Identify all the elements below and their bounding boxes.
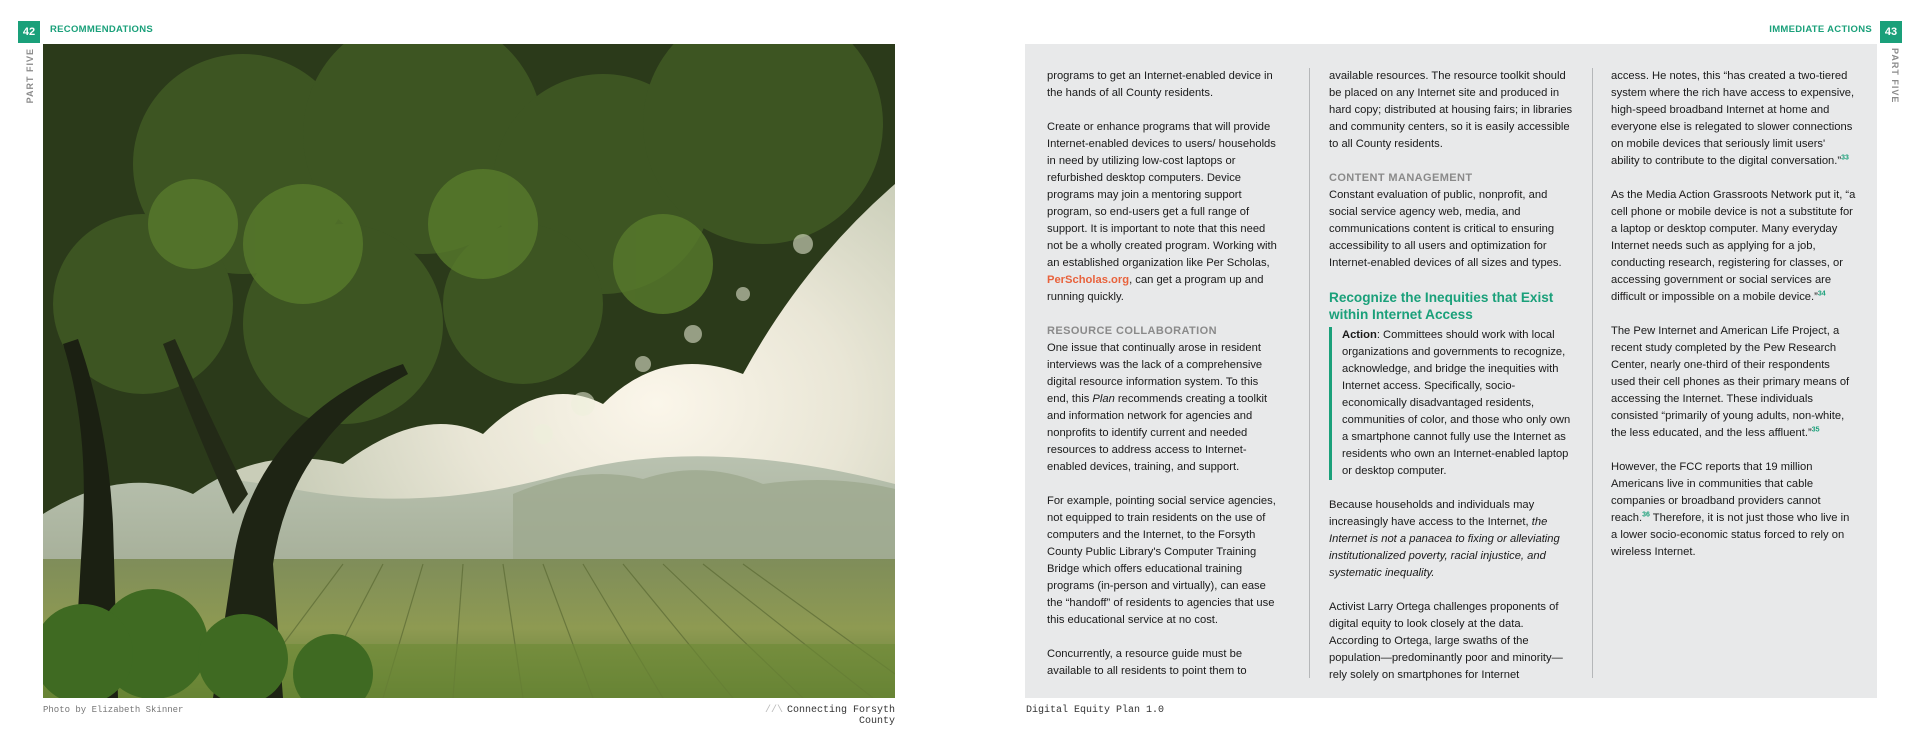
column-divider xyxy=(1592,68,1593,678)
section-heading: Recognize the Inequities that Exist within Internet Access xyxy=(1329,290,1554,322)
paragraph: One issue that continually arose in resident interviews was the lack of a comprehensive digital resource information system. To this end, this Plan recommends creating a toolkit and information network for agencies and nonprofits to identify current and needed resources to address access to Internet-enabled devices, training, and support. xyxy=(1047,342,1268,473)
text-panel xyxy=(1025,44,1877,698)
footer-title-text: Connecting Forsyth County xyxy=(786,705,895,727)
paragraph: Because households and individuals may increasingly have access to the Internet, the Internet is not a panacea to fixing or alleviating institutionalized poverty, racial injustice, and systematic inequality. xyxy=(1329,499,1560,579)
paragraph: Create or enhance programs that will provide Internet-enabled devices to users/ households in need by utilizing low-cost laptops or refurbished desktop computers. Device programs may join a mentoring support program, so end-users get a full range of support. It is important to note that this need not be a wholly created program. Working with an established organization like Per Scholas, PerScholas.org, can get a program up and running quickly. xyxy=(1047,121,1277,303)
paragraph: available resources. The resource toolkit should be placed on any Internet site and produced in hard copy; distributed at housing fairs; in libraries and community centers, so it is easily accessible to all County residents. xyxy=(1329,70,1573,150)
section-label-left: RECOMMENDATIONS xyxy=(50,24,154,35)
part-label-left: PART FIVE xyxy=(25,48,35,104)
footnote-ref[interactable]: 34 xyxy=(1817,290,1826,298)
page-number-left: 42 xyxy=(18,21,40,43)
perscholas-link[interactable]: PerScholas.org xyxy=(1047,274,1130,286)
paragraph: However, the FCC reports that 19 million Americans live in communities that cable companies or broadband providers cannot reach.$^{36}$ Therefore, it is not just those who live in a lower socio-economic status forced to rely on wireless Internet. xyxy=(1611,461,1850,558)
footer-logo-icon: //\ xyxy=(764,705,783,716)
column-2 xyxy=(1329,68,1573,701)
paragraph: Concurrently, a resource guide must be available to all residents to point them to xyxy=(1047,648,1247,677)
subhead-content-management: CONTENT MANAGEMENT xyxy=(1329,172,1473,184)
subhead-resource-collaboration: RESOURCE COLLABORATION xyxy=(1047,325,1217,337)
paragraph: For example, pointing social service agencies, not equipped to train residents on the use of computers and the Internet, to the Forsyth County Public Library's Computer Training Bridge which offers educational training programs (in-person and virtually), can ease the “handoff” of residents to agencies that use this educational service at no cost. xyxy=(1047,495,1276,626)
part-label-right: PART FIVE xyxy=(1890,48,1900,104)
paragraph: Constant evaluation of public, nonprofit, and social service agency web, media, and communications content is critical to ensuring accessibility to all users and optimization for Internet-enabled devices of all sizes and types. xyxy=(1329,189,1562,269)
footer-right: Digital Equity Plan 1.0 xyxy=(1026,705,1165,716)
paragraph: As the Media Action Grassroots Network put it, “a cell phone or mobile device is not a substitute for a laptop or desktop computer. Many everyday Internet needs such as applying for a job, conducting research, registering for classes, or accessing government or social services are difficult or impossible on a mobile device.”$^{34}$ xyxy=(1611,189,1856,303)
paragraph: Activist Larry Ortega challenges proponents of digital equity to look closely at the data. According to Ortega, large swaths of the population—predominantly poor and minority—rely solely on smartphones for Internet xyxy=(1329,601,1563,681)
column-3 xyxy=(1611,68,1856,578)
footnote-ref[interactable]: 36 xyxy=(1642,511,1650,519)
tree-field-photo xyxy=(43,44,895,698)
column-divider xyxy=(1309,68,1310,678)
photo-credit: Photo by Elizabeth Skinner xyxy=(43,705,184,715)
page-number-right: 43 xyxy=(1880,21,1902,43)
footnote-ref[interactable]: 35 xyxy=(1811,426,1820,434)
footnote-ref[interactable]: 33 xyxy=(1841,154,1849,162)
paragraph: The Pew Internet and American Life Project, a recent study completed by the Pew Research Center, nearly one-third of their respondents used their cell phones as their primary means of accessing the Internet. These individuals consisted “primarily of young adults, non-white, the less educated, and the less affluent.”$^{35}$ xyxy=(1611,325,1850,439)
action-callout: Action: Committees should work with local organizations and governments to recognize, acknowledge, and bridge the inequities with Internet access. Specifically, socio-economically disadvantaged residents, communities of color, and those who only own a smartphone cannot fully use the Internet as residents who own an Internet-enabled laptop or desktop computer. xyxy=(1329,327,1573,480)
footer-title-left xyxy=(725,705,895,727)
section-label-right: IMMEDIATE ACTIONS xyxy=(1769,24,1872,35)
paragraph: access. He notes, this “has created a two-tiered system where the rich have access to expensive, high-speed broadband Internet at home and everyone else is relegated to slower connections on mobile devices that seriously limit users' ability to contribute to the digital conversation.”$^{33}$ xyxy=(1611,70,1855,167)
paragraph: programs to get an Internet-enabled device in the hands of all County residents. xyxy=(1047,70,1273,99)
column-1 xyxy=(1047,68,1277,697)
